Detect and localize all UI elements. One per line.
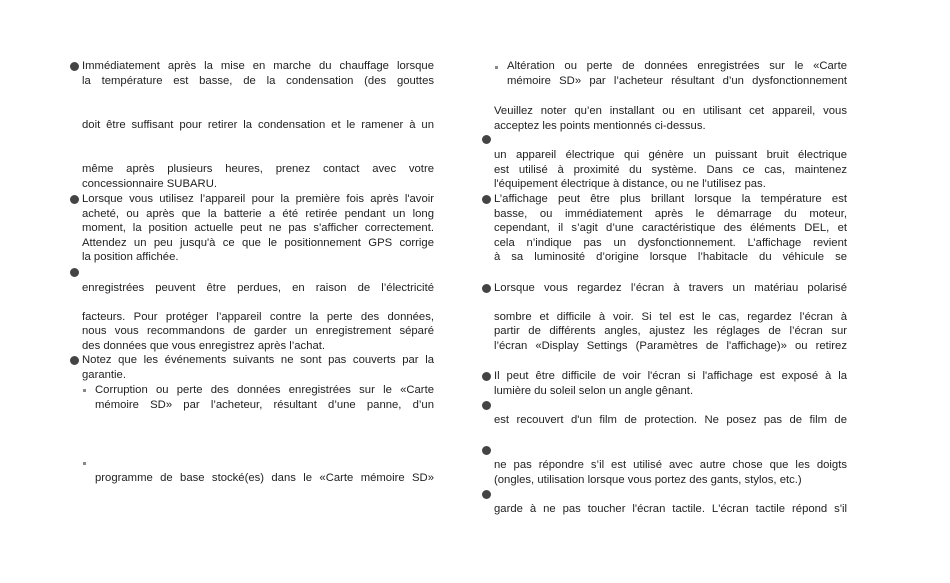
sub-bullet-icon — [495, 66, 498, 69]
text-line: concessionnaire SUBARU. — [82, 178, 217, 190]
bullet-icon — [482, 135, 491, 144]
text-line: l’écran «Display Settings (Paramètres de l'affichage)» ou retirez — [494, 340, 847, 352]
text-line: garde à ne pas toucher l'écran tactile. L'écran tactile répond s'il — [494, 503, 847, 515]
text-line: moment, la position actuelle peut ne pas s'afficher correctement. — [82, 222, 434, 234]
text-line: un appareil électrique qui génère un puissant bruit électrique — [494, 149, 847, 161]
sub-bullet-icon — [83, 389, 86, 392]
text-line: doit être suffisant pour retirer la condensation et le ramener à un — [82, 119, 434, 131]
text-line: des données que vous enregistrez après l’achat. — [82, 340, 326, 352]
text-line: Lorsque vous utilisez l’appareil pour la première fois après l'avoir — [82, 193, 434, 205]
text-line: cependant, il s’agit d’une caractéristique des éléments DEL, et — [494, 222, 847, 234]
text-line: même après plusieurs heures, prenez contact avec votre — [82, 163, 434, 175]
bullet-icon — [482, 372, 491, 381]
text-line: partir de différents angles, ajustez les réglages de l’écran sur — [494, 325, 847, 337]
bullet-icon — [482, 490, 491, 499]
text-line: la position affichée. — [82, 251, 179, 263]
bullet-icon — [482, 284, 491, 293]
text-line: ne pas répondre s’il est utilisé avec autre chose que les doigts — [494, 459, 847, 471]
bullet-icon — [482, 446, 491, 455]
text-line: mémoire SD» par l’acheteur, résultant d’une panne, d’un — [95, 399, 434, 411]
text-line: cela n’indique pas un dysfonctionnement. L’affichage revient — [494, 237, 847, 249]
bullet-icon — [482, 401, 491, 410]
text-line: Lorsque vous regardez l’écran à travers un matériau polarisé — [494, 282, 847, 294]
text-line: mémoire SD» par l’acheteur résultant d’un dysfonctionnement — [507, 75, 847, 87]
text-line: garantie. — [82, 369, 126, 381]
text-line: (ongles, utilisation lorsque vous portez des gants, stylos, etc.) — [494, 474, 802, 486]
bullet-icon — [70, 62, 79, 71]
sub-bullet-icon — [83, 462, 86, 465]
text-line: Altération ou perte de données enregistrées sur le «Carte — [507, 60, 847, 72]
text-line: Il peut être difficile de voir l'écran si l'affichage est exposé à la — [494, 370, 847, 382]
text-line: acceptez les points mentionnés ci-dessus. — [494, 120, 706, 132]
text-line: acheté, ou après que la batterie a été retirée pendant un long — [82, 208, 434, 220]
bullet-icon — [482, 195, 491, 204]
text-line: à sa luminosité d’origine lorsque l’habitacle du véhicule se — [494, 251, 847, 263]
text-line: sombre et difficile à voir. Si tel est le cas, regardez l’écran à — [494, 311, 847, 323]
bullet-icon — [70, 356, 79, 365]
text-line: Attendez un peu jusqu'à ce que le positionnement GPS corrige — [82, 237, 434, 249]
text-line: programme de base stocké(es) dans le «Carte mémoire SD» — [95, 472, 434, 484]
text-line: est recouvert d'un film de protection. Ne posez pas de film de — [494, 414, 847, 426]
bullet-icon — [70, 195, 79, 204]
text-line: enregistrées peuvent être perdues, en raison de l’électricité — [82, 282, 434, 294]
text-line: Immédiatement après la mise en marche du chauffage lorsque — [82, 60, 434, 72]
text-line: Corruption ou perte des données enregistrées sur le «Carte — [95, 384, 434, 396]
text-line: facteurs. Pour protéger l’appareil contre la perte des données, — [82, 311, 434, 323]
text-line: nous vous recommandons de garder un enregistrement séparé — [82, 325, 434, 337]
text-line: est utilisé à proximité du système. Dans ce cas, maintenez — [494, 164, 847, 176]
text-line: basse, ou immédiatement après le démarrage du moteur, — [494, 208, 847, 220]
text-line: Veuillez noter qu’en installant ou en utilisant cet appareil, vous — [494, 105, 847, 117]
text-line: L’affichage peut être plus brillant lorsque la température est — [494, 193, 847, 205]
text-line: lumière du soleil selon un angle gênant. — [494, 385, 694, 397]
text-line: la température est basse, de la condensation (des gouttes — [82, 75, 434, 87]
text-line: Notez que les événements suivants ne sont pas couverts par la — [82, 354, 434, 366]
bullet-icon — [70, 268, 79, 277]
text-line: l'équipement électrique à distance, ou ne l'utilisez pas. — [494, 178, 766, 190]
